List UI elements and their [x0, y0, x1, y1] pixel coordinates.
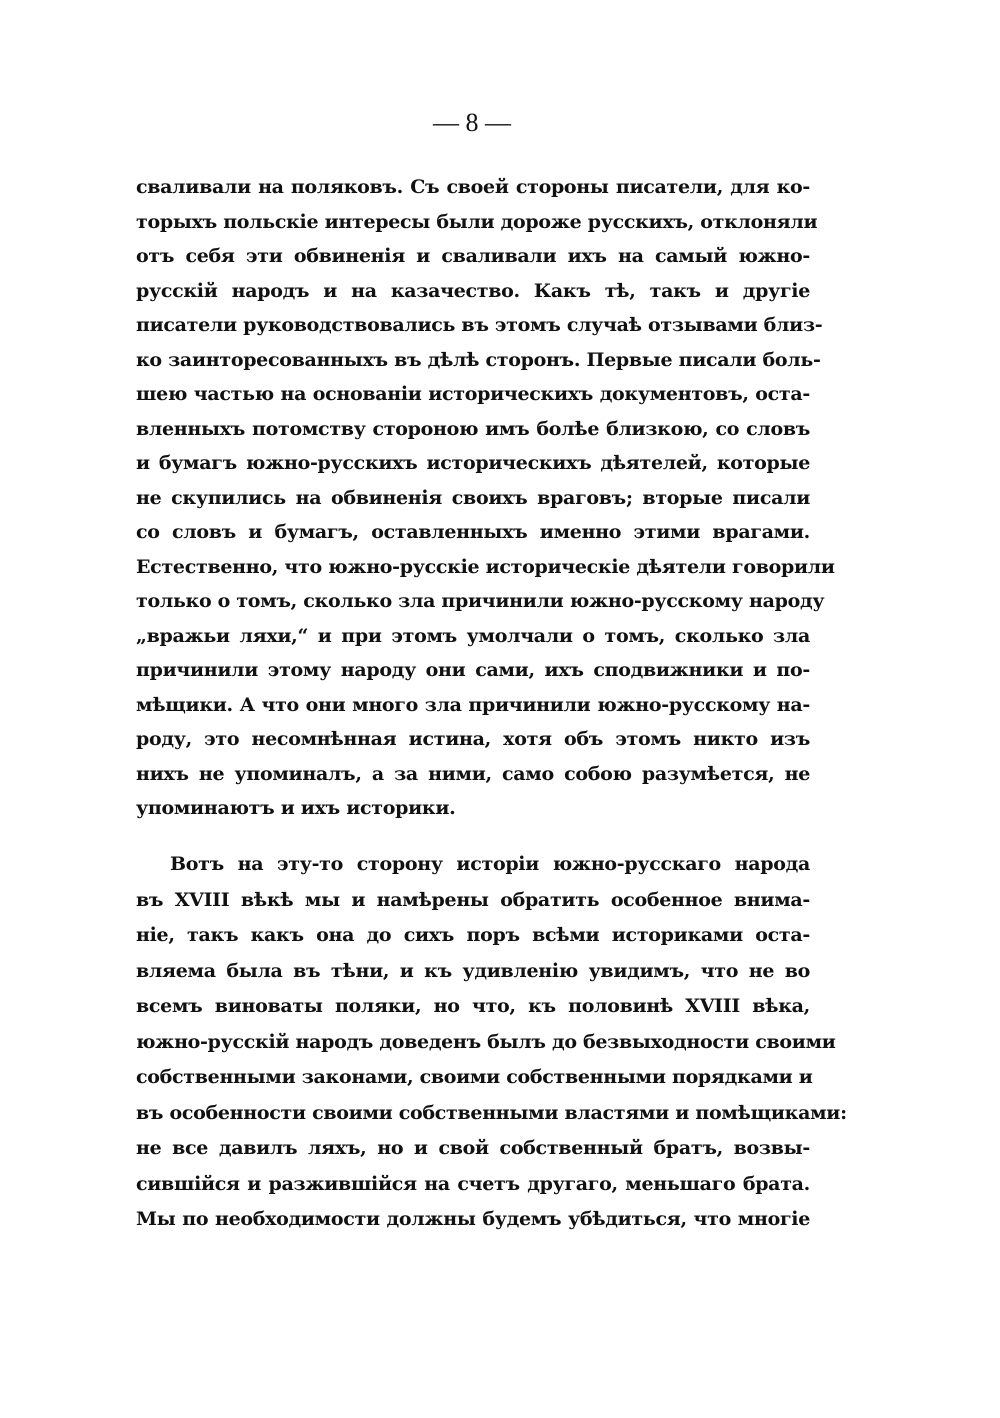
text-line: „вражьи ляхи,“ и при этомъ умолчали о томъ, сколько зла — [136, 624, 810, 647]
page-number: — 8 — — [433, 108, 511, 137]
text-line: не скупились на обвиненія своихъ враговъ; вторые писали — [136, 486, 810, 509]
text-line: нихъ не упоминалъ, а за ними, само собою разумѣется, не — [136, 762, 810, 785]
text-line: Естественно, что южно-русскіе историческіе дѣятели говорили — [136, 555, 835, 578]
text-line: русскій народъ и на казачество. Какъ тѣ, такъ и другіе — [136, 279, 810, 302]
text-line: ко заинторесованныхъ въ дѣлѣ сторонъ. Первые писали боль- — [136, 348, 821, 371]
text-line: ніе, такъ какъ она до сихъ поръ всѣми историками оста- — [136, 924, 810, 946]
paragraph-1 — [136, 170, 835, 826]
text-line: со словъ и бумагъ, оставленныхъ именно этими врагами. — [136, 521, 810, 543]
text-line: причинили этому народу они сами, ихъ сподвижники и по- — [136, 659, 810, 681]
text-line: собственными законами, своими собственными порядками и — [136, 1066, 813, 1088]
text-line: отъ себя эти обвиненія и сваливали ихъ на самый южно- — [136, 245, 810, 267]
text-line: не все давилъ ляхъ, но и свой собственный братъ, возвы- — [136, 1137, 810, 1159]
text-line: писатели руководствовались въ этомъ случаѣ отзывами близ- — [136, 314, 823, 336]
text-line: въ XVIII вѣкѣ мы и намѣрены обратить особенное внима- — [136, 888, 810, 911]
text-line: Мы по необходимости должны будемъ убѣдиться, что многіе — [136, 1208, 810, 1230]
text-line: вленныхъ потомству стороною имъ болѣе близкою, со словъ — [136, 417, 810, 440]
text-line: сившійся и разжившійся на счетъ другаго, меньшаго брата. — [136, 1172, 810, 1195]
text-line: роду, это несомнѣнная истина, хотя объ этомъ никто изъ — [136, 728, 810, 750]
text-line: мѣщики. А что они много зла причинили южно-русскому на- — [136, 693, 810, 716]
text-line: южно-русскій народъ доведенъ былъ до безвыходности своими — [136, 1030, 836, 1053]
text-line: только о томъ, сколько зла причинили южно-русскому народу — [136, 590, 825, 612]
text-line: Вотъ на эту-то сторону исторіи южно-русскаго народа — [170, 853, 810, 875]
text-line: сваливали на поляковъ. Съ своей стороны писатели, для ко- — [136, 176, 810, 198]
text-line: торыхъ польскіе интересы были дороже русскихъ, отклоняли — [136, 210, 818, 233]
paragraph-2 — [136, 847, 847, 1238]
text-line: всемъ виноваты поляки, но что, къ половинѣ XVIII вѣка, — [136, 995, 810, 1017]
text-line: въ особенности своими собственными властями и помѣщиками: — [136, 1101, 847, 1124]
text-line: и бумагъ южно-русскихъ историческихъ дѣятелей, которые — [136, 452, 810, 474]
text-line: шею частью на основаніи историческихъ документовъ, оста- — [136, 383, 810, 405]
text-line: вляема была въ тѣни, и къ удивленію увидимъ, что не во — [136, 959, 810, 982]
text-line: упоминаютъ и ихъ историки. — [136, 797, 456, 819]
